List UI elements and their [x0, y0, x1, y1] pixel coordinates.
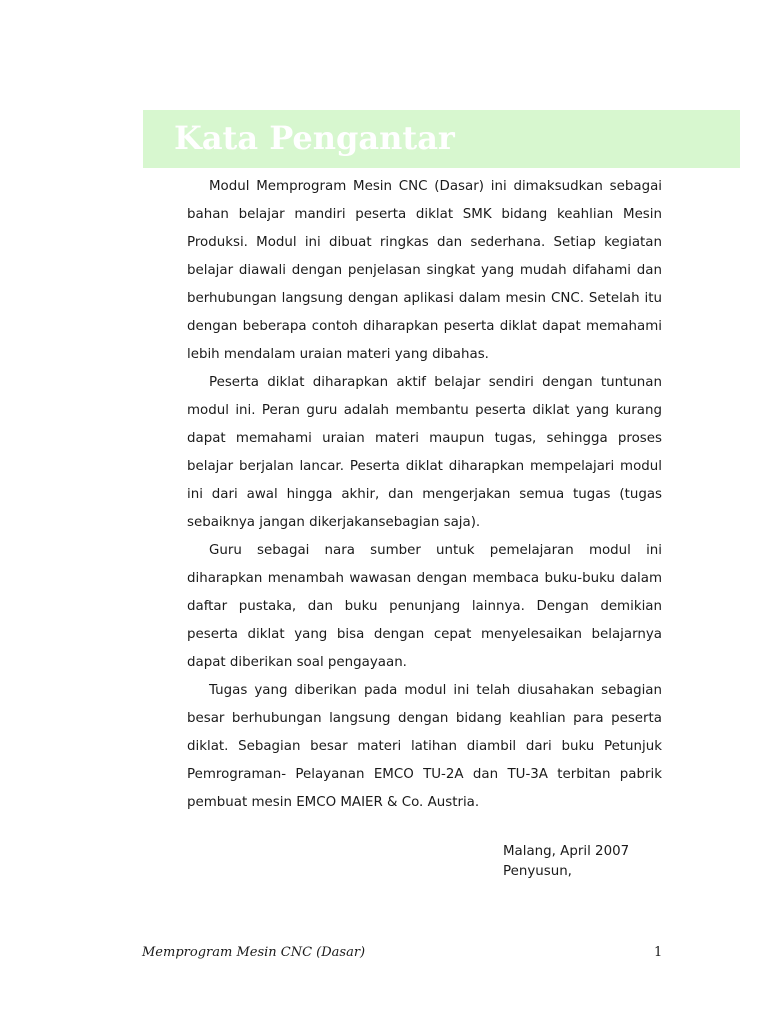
footer-page-number: 1: [654, 945, 663, 960]
page-title: Kata Pengantar: [174, 119, 455, 157]
paragraph-3: Guru sebagai nara sumber untuk pemelajaran modul ini diharapkan menambah wawasan dengan membaca buku-buku dalam daftar pustaka, dan buku penunjang lainnya. Dengan demikian peserta diklat yang bisa dengan cepat menyelesaikan belajarnya dapat diberikan soal pengayaan.: [187, 543, 662, 670]
signature-block: [503, 842, 629, 882]
paragraph-2: Peserta diklat diharapkan aktif belajar sendiri dengan tuntunan modul ini. Peran guru adalah membantu peserta diklat yang kurang dapat memahami uraian materi maupun tugas, sehingga proses belajar berjalan lancar. Peserta diklat diharapkan mempelajari modul ini dari awal hingga akhir, dan mengerjakan semua tugas (tugas sebaiknya jangan dikerjakansebagian saja).: [187, 375, 662, 530]
signature-author: Penyusun,: [503, 864, 572, 879]
paragraph-1: Modul Memprogram Mesin CNC (Dasar) ini dimaksudkan sebagai bahan belajar mandiri peserta diklat SMK bidang keahlian Mesin Produksi. Modul ini dibuat ringkas dan sederhana. Setiap kegiatan belajar diawali dengan penjelasan singkat yang mudah difahami dan berhubungan langsung dengan aplikasi dalam mesin CNC. Setelah itu dengan beberapa contoh diharapkan peserta diklat dapat memahami lebih mendalam uraian materi yang dibahas.: [187, 179, 662, 362]
body-text: [187, 173, 662, 817]
signature-place-date: Malang, April 2007: [503, 844, 630, 859]
paragraph-4: Tugas yang diberikan pada modul ini telah diusahakan sebagian besar berhubungan langsung dengan bidang keahlian para peserta diklat. Sebagian besar materi latihan diambil dari buku Petunjuk Pemrograman- Pelayanan EMCO TU-2A dan TU-3A terbitan pabrik pembuat mesin EMCO MAIER & Co. Austria.: [187, 683, 662, 810]
footer-book-title: Memprogram Mesin CNC (Dasar): [142, 945, 366, 960]
